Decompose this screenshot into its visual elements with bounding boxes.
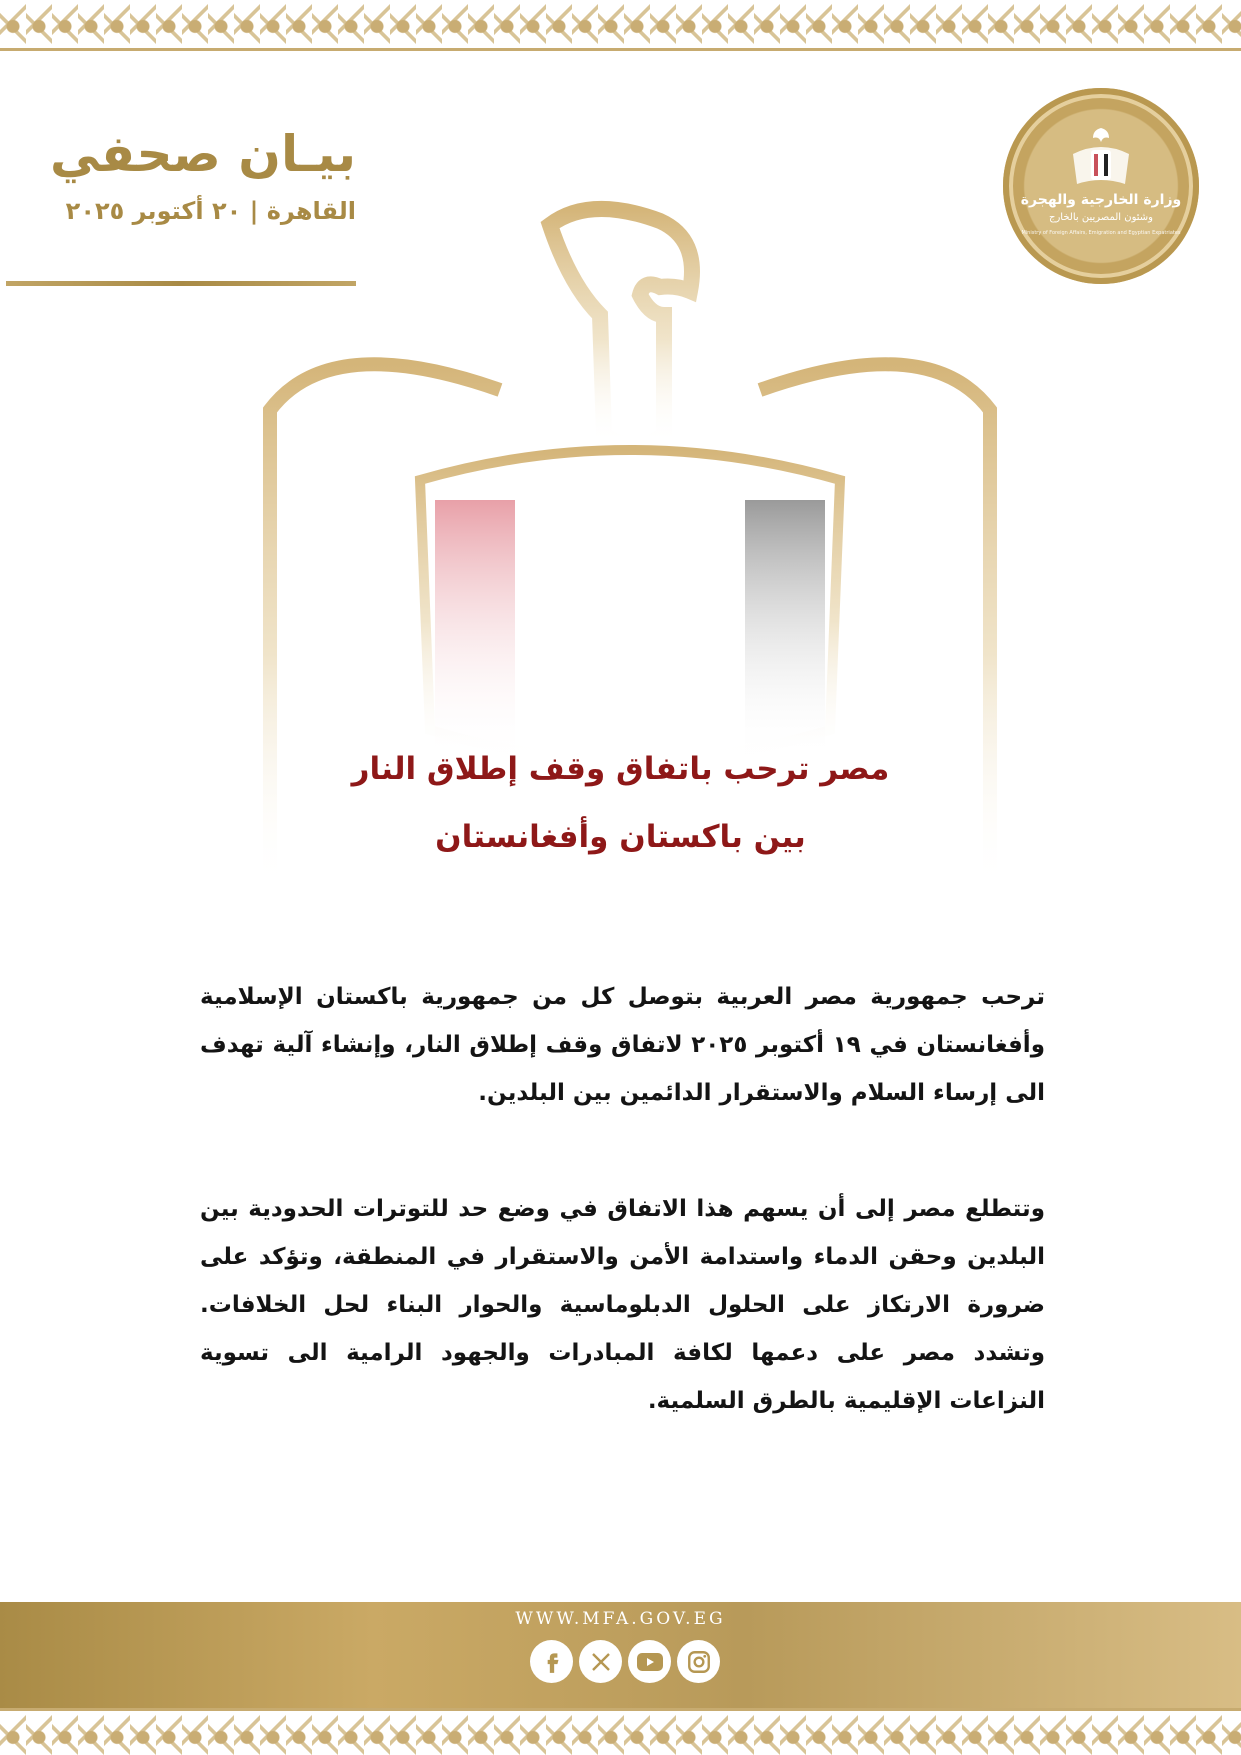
seal-arabic-line-1: وزارة الخارجية والهجرة	[1020, 192, 1182, 208]
seal-eagle-icon	[1003, 88, 1199, 284]
website-url[interactable]: WWW.MFA.GOV.EG	[515, 1609, 726, 1629]
press-release-headline	[200, 735, 1041, 871]
seal-arabic-line-2: وشئون المصريين بالخارج	[1049, 212, 1153, 223]
body-paragraph-1: ترحب جمهورية مصر العربية بتوصل كل من جمهورية باكستان الإسلامية وأفغانستان في ١٩ أكتوبر ٢٠٢٥ لاتفاق وقف إطلاق النار، وإنشاء آلية تهدف الى إرساء السلام والاستقرار الدائمين بين البلدين.	[200, 984, 1045, 1106]
body-paragraph-2: وتتطلع مصر إلى أن يسهم هذا الاتفاق في وضع حد للتوترات الحدودية بين البلدين وحقن الدماء واستدامة الأمن والاستقرار في المنطقة، وتؤكد على ضرورة الارتكاز على الحلول الدبلوماسية والحوار البناء لحل الخلافات. وتشدد مصر على دعمها لكافة المبادرات والجهود الرامية الى تسوية النزاعات الإقليمية بالطرق السلمية.	[200, 1196, 1045, 1414]
decorative-bottom-border	[0, 1708, 1241, 1755]
instagram-icon[interactable]	[677, 1640, 720, 1683]
seal-english-line: Ministry of Foreign Affairs, Emigration and Egyptian Expatriates	[1021, 230, 1181, 236]
facebook-icon[interactable]	[530, 1640, 573, 1683]
headline-line-2: بين باكستان وأفغانستان	[435, 819, 806, 855]
youtube-icon[interactable]	[628, 1640, 671, 1683]
social-links	[530, 1640, 720, 1684]
ministry-seal-logo	[1003, 88, 1199, 284]
document-date-line: القاهرة | ٢٠ أكتوبر ٢٠٢٥	[65, 197, 356, 225]
decorative-top-border	[0, 0, 1241, 51]
headline-line-1: مصر ترحب باتفاق وقف إطلاق النار	[351, 751, 890, 787]
document-title: بيـان صحفي	[49, 125, 356, 183]
x-icon[interactable]	[579, 1640, 622, 1683]
